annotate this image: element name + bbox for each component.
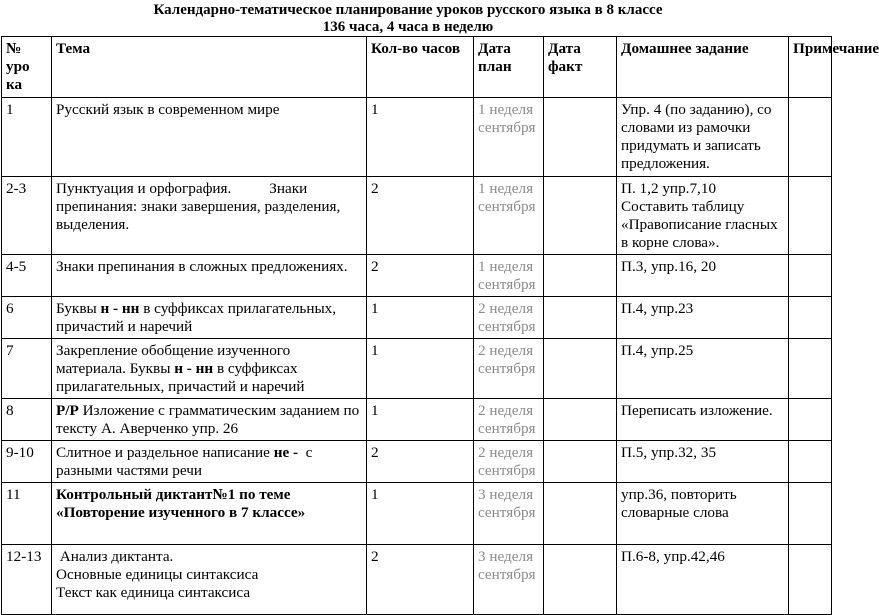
table-row	[2, 98, 832, 177]
lesson-date-plan: 1 неделя сентября	[474, 98, 544, 177]
lesson-notes	[789, 483, 832, 545]
lesson-date-fact	[544, 545, 617, 615]
header-topic: Тема	[52, 37, 367, 98]
topic-text: Изложение с грамматическим заданием по тексту А. Аверченко упр. 26	[56, 402, 360, 437]
table-header-row	[2, 37, 832, 98]
table-row	[2, 339, 832, 399]
lesson-date-fact	[544, 339, 617, 399]
lesson-hours: 2	[367, 545, 474, 615]
header-date-fact: Дата факт	[544, 37, 617, 98]
lesson-date-plan: 3 неделя сентября	[474, 483, 544, 545]
lesson-topic: Пунктуация и орфография. Знаки препинания: знаки завершения, разделения, выделения.	[52, 177, 367, 255]
lesson-homework: П.3, упр.16, 20	[617, 255, 789, 297]
topic-bold: Контрольный диктант№1 по теме «Повторение изученного в 7 классе»	[56, 486, 306, 521]
lesson-hours: 1	[367, 297, 474, 339]
lesson-number: 6	[2, 297, 52, 339]
lesson-homework: П.4, упр.23	[617, 297, 789, 339]
lesson-topic	[52, 441, 367, 483]
lesson-notes	[789, 399, 832, 441]
topic-text: с разными частями речи	[56, 444, 313, 479]
lesson-date-plan: 2 неделя сентября	[474, 441, 544, 483]
lesson-homework: Упр. 4 (по заданию), со словами из рамочки придумать и записать предложения.	[617, 98, 789, 177]
table-row	[2, 297, 832, 339]
lesson-notes	[789, 545, 832, 615]
lesson-hours: 1	[367, 98, 474, 177]
lesson-topic	[52, 339, 367, 399]
table-row	[2, 441, 832, 483]
topic-text: в суффиксах прилагательных, причастий и наречий	[56, 360, 305, 395]
lesson-homework: Переписать изложение.	[617, 399, 789, 441]
lesson-homework: П.4, упр.25	[617, 339, 789, 399]
lesson-hours: 1	[367, 483, 474, 545]
topic-bold: не -	[273, 444, 302, 461]
topic-text: Закрепление обобщение изученного материала. Буквы	[56, 342, 291, 377]
lesson-number: 7	[2, 339, 52, 399]
lesson-date-fact	[544, 255, 617, 297]
lesson-number: 4-5	[2, 255, 52, 297]
topic-bold: н - нн	[174, 360, 214, 377]
header-date-plan: Дата план	[474, 37, 544, 98]
lesson-homework: П.5, упр.32, 35	[617, 441, 789, 483]
lesson-number: 8	[2, 399, 52, 441]
header-notes: Примечание	[789, 37, 832, 98]
lesson-date-plan: 1 неделя сентября	[474, 177, 544, 255]
lesson-number: 11	[2, 483, 52, 545]
lesson-date-plan: 2 неделя сентября	[474, 297, 544, 339]
topic-text: Слитное и раздельное написание	[56, 444, 274, 461]
table-row	[2, 483, 832, 545]
lesson-number: 12-13	[2, 545, 52, 615]
lesson-homework: П. 1,2 упр.7,10 Составить таблицу «Правописание гласных в корне слова».	[617, 177, 789, 255]
lesson-hours: 2	[367, 441, 474, 483]
lesson-number: 1	[2, 98, 52, 177]
lesson-notes	[789, 255, 832, 297]
lesson-notes	[789, 441, 832, 483]
lesson-date-fact	[544, 297, 617, 339]
lesson-topic	[52, 483, 367, 545]
lesson-homework: П.6-8, упр.42,46	[617, 545, 789, 615]
lesson-number: 2-3	[2, 177, 52, 255]
document-subtitle: 136 часа, 4 часа в неделю	[322, 19, 494, 35]
topic-bold: Р/Р	[56, 402, 79, 419]
lesson-topic	[52, 545, 367, 615]
lesson-number: 9-10	[2, 441, 52, 483]
header-num: № уро ка	[2, 37, 52, 98]
lesson-notes	[789, 98, 832, 177]
header-hours: Кол-во часов	[367, 37, 474, 98]
lesson-date-fact	[544, 399, 617, 441]
topic-bold: н - нн	[100, 300, 140, 317]
header-homework: Домашнее задание	[617, 37, 789, 98]
lesson-date-plan: 3 неделя сентября	[474, 545, 544, 615]
lesson-hours: 1	[367, 339, 474, 399]
table-row	[2, 177, 832, 255]
lesson-hours: 1	[367, 399, 474, 441]
lesson-date-fact	[544, 483, 617, 545]
lesson-notes	[789, 177, 832, 255]
lesson-hours: 2	[367, 255, 474, 297]
lesson-topic	[52, 297, 367, 339]
lesson-topic: Знаки препинания в сложных предложениях.	[52, 255, 367, 297]
topic-text: Буквы	[56, 300, 101, 317]
lesson-date-fact	[544, 98, 617, 177]
lesson-date-fact	[544, 441, 617, 483]
topic-line: Анализ диктанта.	[56, 548, 174, 565]
lesson-hours: 2	[367, 177, 474, 255]
lesson-date-fact	[544, 177, 617, 255]
lesson-date-plan: 2 неделя сентября	[474, 339, 544, 399]
lesson-notes	[789, 297, 832, 339]
topic-line: Текст как единица синтаксиса	[56, 584, 251, 601]
table-row	[2, 399, 832, 441]
lesson-date-plan: 2 неделя сентября	[474, 399, 544, 441]
topic-text: в суффиксах прилагательных, причастий и наречий	[56, 300, 337, 335]
lesson-topic	[52, 399, 367, 441]
lesson-homework: упр.36, повторить словарные слова	[617, 483, 789, 545]
table-row	[2, 545, 832, 615]
lesson-topic: Русский язык в современном мире	[52, 98, 367, 177]
lesson-plan-table	[1, 36, 879, 615]
lesson-notes	[789, 339, 832, 399]
lesson-date-plan: 1 неделя сентября	[474, 255, 544, 297]
document-title: Календарно-тематическое планирование уроков русского языка в 8 классе	[153, 2, 663, 18]
table-row	[2, 255, 832, 297]
topic-line: Основные единицы синтаксиса	[56, 566, 259, 583]
